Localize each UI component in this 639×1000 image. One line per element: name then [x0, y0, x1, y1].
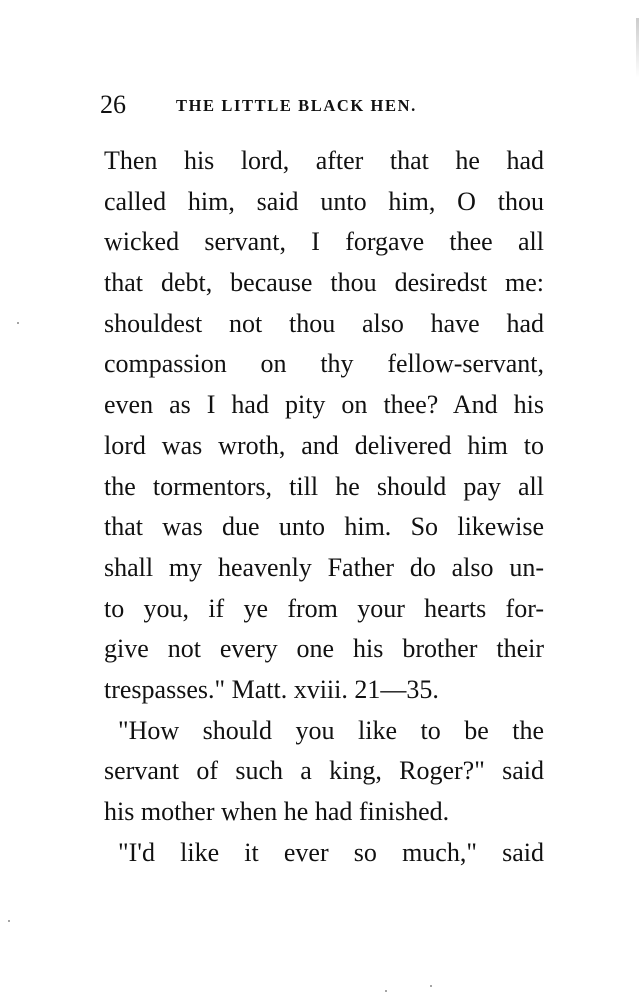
text-line: Then his lord, after that he had [104, 146, 544, 175]
paper-speck [430, 985, 432, 987]
text-line: trespasses." Matt. xviii. 21—35. [104, 674, 439, 704]
body-text [104, 141, 544, 873]
text-line: that was due unto him. So likewise [104, 512, 544, 542]
text-line: the tormentors, till he should pay all [104, 471, 544, 501]
text-line: compassion on thy fellow-servant, [104, 349, 544, 379]
running-title: THE LITTLE BLACK HEN. [176, 96, 417, 115]
paper-speck [17, 322, 19, 324]
text-line: shouldest not thou also have had [104, 308, 544, 338]
text-line: wicked servant, I forgave thee all [104, 227, 544, 257]
text-line: give not every one his brother their [104, 634, 544, 664]
text-line: that debt, because thou desiredst me: [104, 268, 544, 298]
paper-speck [8, 920, 10, 922]
paper-speck [385, 990, 387, 992]
text-line: his mother when he had finished. [104, 797, 450, 826]
text-line: servant of such a king, Roger?" said [104, 756, 544, 786]
running-head [100, 90, 540, 120]
text-line: "I'd like it ever so much," said [118, 837, 544, 867]
text-line: shall my heavenly Father do also un- [104, 552, 544, 582]
text-line: to you, if ye from your hearts for- [104, 593, 544, 623]
text-line: lord was wroth, and delivered him to [104, 430, 544, 460]
page-number: 26 [100, 90, 126, 119]
text-line: even as I had pity on thee? And his [104, 390, 544, 420]
text-line: called him, said unto him, O thou [104, 186, 544, 216]
text-line: "How should you like to be the [118, 715, 544, 745]
